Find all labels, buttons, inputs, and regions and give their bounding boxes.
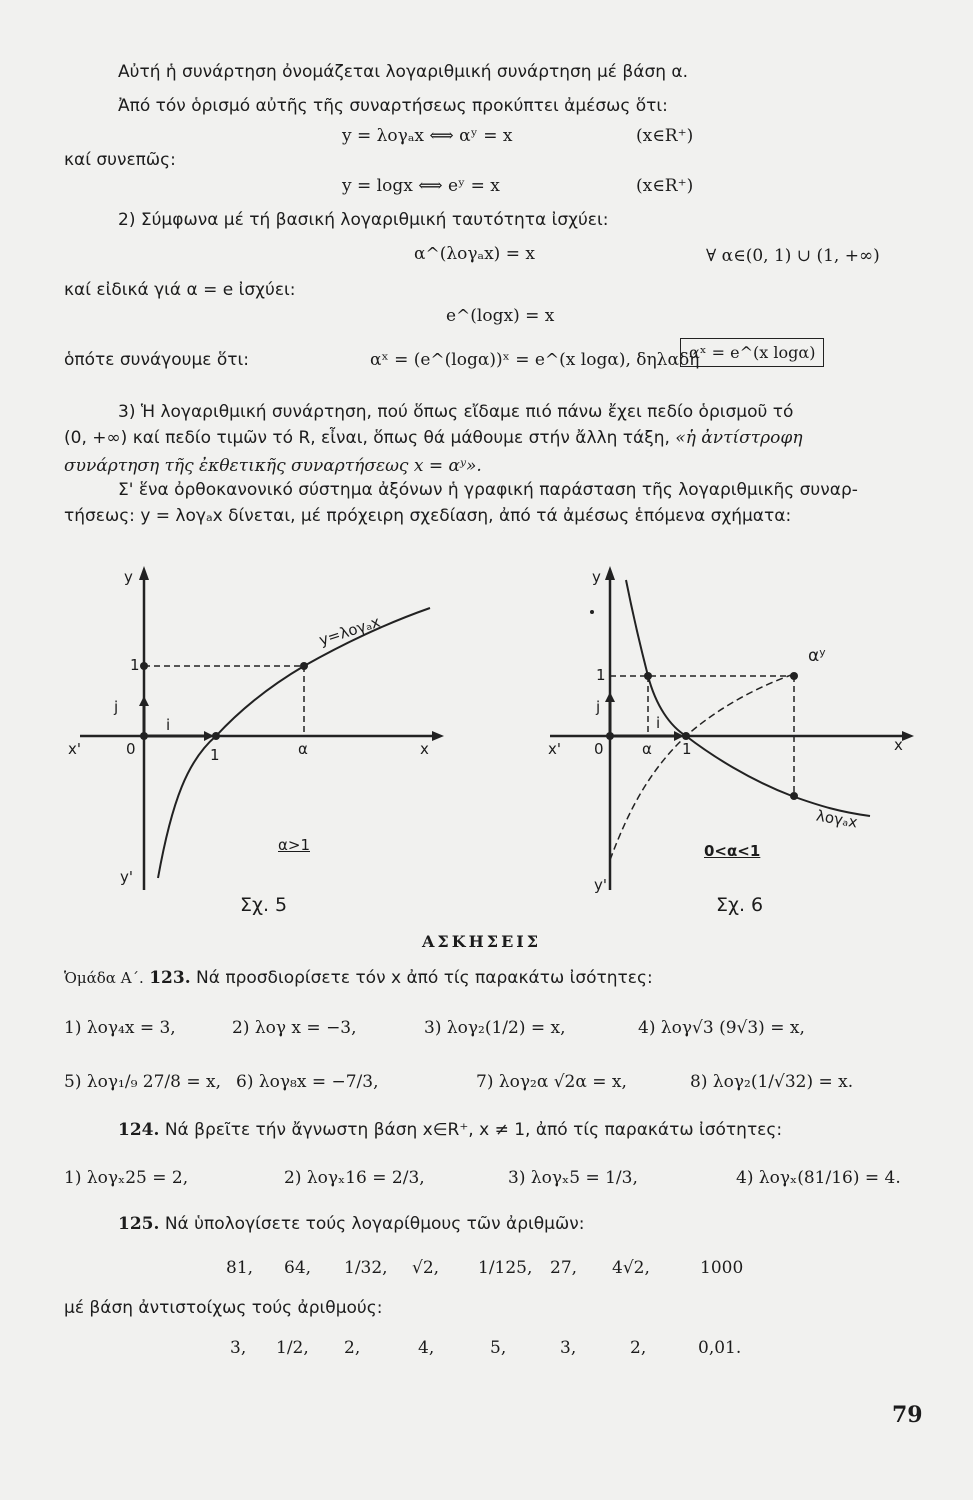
q123-item-8: 8) λογ₂(1/√32) = x. (690, 1072, 854, 1092)
identity-equation: α^(λογₐx) = x (414, 244, 535, 264)
equation-domain-2: (x∈R⁺) (636, 176, 694, 196)
q125-base-4: 4, (418, 1338, 435, 1358)
fig5-one-y-label: 1 (130, 656, 140, 674)
q125-base-7: 2, (630, 1338, 647, 1358)
fig6-curve-label: λογₐx (814, 806, 859, 832)
fig6-y-label: y (592, 568, 601, 586)
q125-number-6: 27, (550, 1258, 578, 1278)
equation-natural-log: y = logx ⟺ eʸ = x (342, 176, 500, 196)
fig5-one-x-label: 1 (210, 746, 220, 764)
q125-base-5: 5, (490, 1338, 507, 1358)
fig6-a-label: α (642, 740, 652, 758)
q123-item-1: 1) λογ₄x = 3, (64, 1018, 176, 1038)
exercise-123-line: Ὁμάδα Α΄. 123. Νά προσδιορίσετε τόν x ἀπό τίς παρακάτω ἰσότητες: (64, 968, 653, 988)
equation-domain: (x∈R⁺) (636, 126, 694, 146)
q124-item-2: 2) λογₓ16 = 2/3, (284, 1168, 425, 1188)
figure-5-graph (60, 560, 460, 920)
fig5-curve-label: y=λογₐx (316, 612, 383, 650)
section-2-line: 2) Σύμφωνα μέ τή βασική λογαριθμική ταυτότητα ἰσχύει: (118, 210, 609, 230)
fig6-condition: 0<α<1 (704, 842, 761, 860)
fig6-top-curve-label: αʸ (808, 646, 826, 666)
page-number: 79 (892, 1402, 923, 1428)
intro-line-2: Ἀπό τόν ὁρισμό αὐτῆς τῆς συναρτήσεως προκύπτει ἀμέσως ὅτι: (118, 96, 668, 116)
q125-base-6: 3, (560, 1338, 577, 1358)
special-case-line: καί εἰδικά γιά α = e ἰσχύει: (64, 280, 296, 300)
fig6-y-neg-label: y' (594, 876, 608, 894)
q125-base-3: 2, (344, 1338, 361, 1358)
q125-number-1: 81, (226, 1258, 254, 1278)
equation-definition: y = λογₐx ⟺ αʸ = x (342, 126, 513, 146)
fig5-j-label: j (114, 698, 119, 716)
fig6-origin-label: 0 (594, 740, 604, 758)
identity-condition: ∀ α∈(0, 1) ∪ (1, +∞) (706, 246, 880, 266)
fig5-x-label: x (420, 740, 429, 758)
fig6-caption: Σχ. 6 (716, 894, 764, 916)
fig6-one-y-label: 1 (596, 666, 606, 684)
q125-base-line: μέ βάση ἀντιστοίχως τούς ἀριθμούς: (64, 1298, 383, 1318)
q125-number-7: 4√2, (612, 1258, 650, 1278)
kai-synepos: καί συνεπῶς: (64, 150, 176, 170)
fig5-i-label: i (166, 716, 171, 734)
q124-item-3: 3) λογₓ5 = 1/3, (508, 1168, 638, 1188)
fig5-a-label: α (298, 740, 308, 758)
fig5-condition: α>1 (278, 836, 310, 854)
exercises-heading: ΑΣΚΗΣΕΙΣ (422, 932, 542, 951)
intro-line-1: Αὐτή ἡ συνάρτηση ὀνομάζεται λογαριθμική συνάρτηση μέ βάση α. (118, 62, 689, 82)
fig5-y-label: y (124, 568, 133, 586)
exercise-125-line: 125. Νά ὑπολογίσετε τούς λογαρίθμους τῶν ἀριθμῶν: (118, 1214, 585, 1234)
q124-item-1: 1) λογₓ25 = 2, (64, 1168, 189, 1188)
q123-item-5: 5) λογ₁/₉ 27/8 = x, (64, 1072, 222, 1092)
fig6-x-label: x (894, 736, 903, 754)
q125-number-5: 1/125, (478, 1258, 533, 1278)
fig5-x-neg-label: x' (68, 740, 82, 758)
fig5-origin-label: 0 (126, 740, 136, 758)
q125-base-8: 0,01. (698, 1338, 742, 1358)
identity-e-equation: e^(logx) = x (446, 306, 555, 326)
final-equation: αˣ = (e^(logα))ˣ = e^(x logα), δηλαδή (370, 350, 700, 370)
fig6-i-label: i (656, 714, 661, 732)
fig6-x-neg-label: x' (548, 740, 562, 758)
q125-number-3: 1/32, (344, 1258, 388, 1278)
q125-number-2: 64, (284, 1258, 312, 1278)
q123-item-3: 3) λογ₂(1/2) = x, (424, 1018, 566, 1038)
q125-number-8: 1000 (700, 1258, 744, 1278)
q123-item-7: 7) λογ₂α √2α = x, (476, 1072, 627, 1092)
q124-item-4: 4) λογₓ(81/16) = 4. (736, 1168, 901, 1188)
section-3-line-4: Σ' ἕνα ὀρθοκανονικό σύστημα ἀξόνων ἡ γραφική παράσταση τῆς λογαριθμικῆς συναρ- (118, 480, 858, 500)
q125-base-1: 3, (230, 1338, 247, 1358)
q123-item-4: 4) λογ√3 (9√3) = x, (638, 1018, 805, 1038)
fig5-y-neg-label: y' (120, 868, 134, 886)
section-3-line-5: τήσεως: y = λογₐx δίνεται, μέ πρόχειρη σχεδίαση, ἀπό τά ἀμέσως ἑπόμενα σχήματα: (64, 506, 792, 526)
fig6-one-x-label: 1 (682, 740, 692, 758)
fig6-j-label: j (596, 698, 601, 716)
section-3-line-3: συνάρτηση τῆς ἐκθετικῆς συναρτήσεως x = αʸ». (64, 456, 482, 476)
conclude-line: ὁπότε συνάγουμε ὅτι: (64, 350, 249, 370)
section-3-line-1: 3) Ἡ λογαριθμική συνάρτηση, πού ὅπως εἴδαμε πιό πάνω ἔχει πεδίο ὁρισμοῦ τό (118, 402, 794, 422)
exercise-124-line: 124. Νά βρεῖτε τήν ἄγνωστη βάση x∈R⁺, x ≠ 1, ἀπό τίς παρακάτω ἰσότητες: (118, 1120, 783, 1140)
q123-item-2: 2) λογ x = −3, (232, 1018, 357, 1038)
q125-number-4: √2, (412, 1258, 440, 1278)
section-3-line-2: (0, +∞) καί πεδίο τιμῶν τό R, εἶναι, ὅπως θά μάθουμε στήν ἄλλη τάξη, «ἡ ἀντίστροφη (64, 428, 803, 448)
q123-item-6: 6) λογ₈x = −7/3, (236, 1072, 379, 1092)
boxed-result: αˣ = e^(x logα) (680, 338, 824, 367)
q125-base-2: 1/2, (276, 1338, 309, 1358)
fig5-caption: Σχ. 5 (240, 894, 288, 916)
